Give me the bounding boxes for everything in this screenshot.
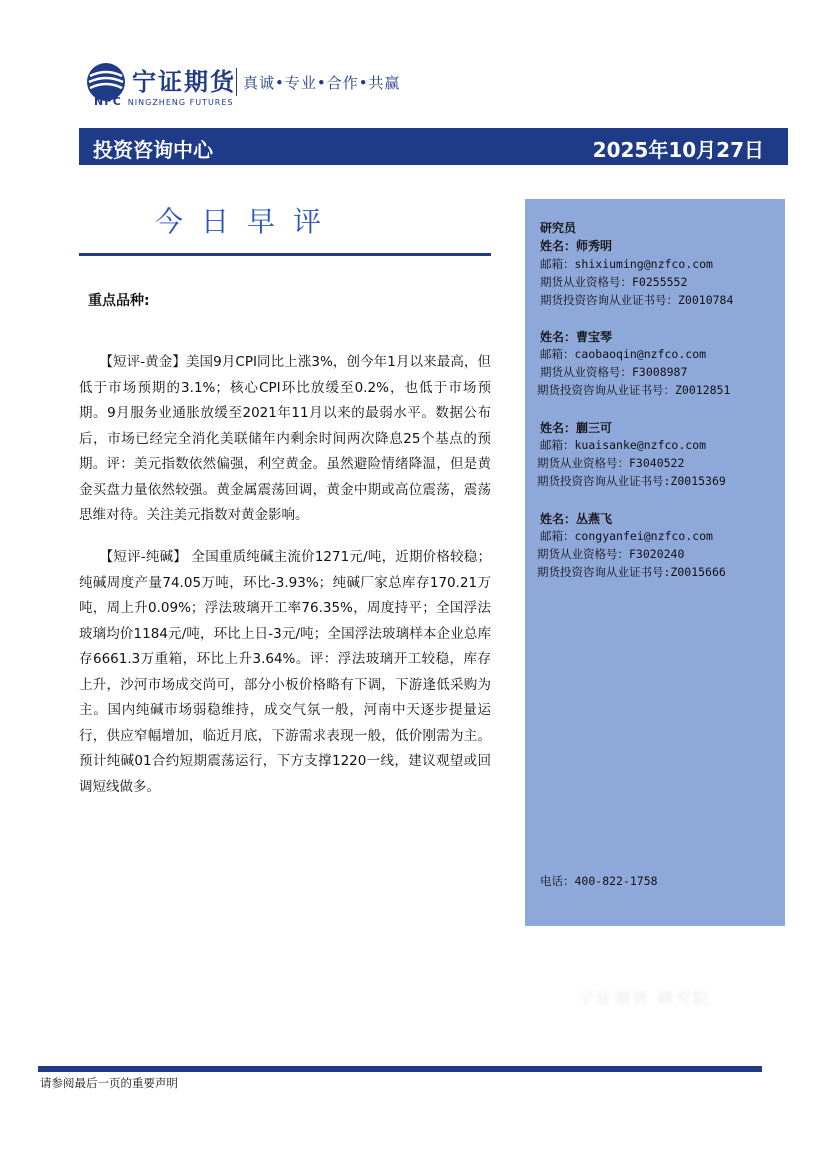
- analyst-advisory-cert: 期货投资咨询从业证书号:Z0015666: [537, 565, 726, 579]
- panel-heading: 研究员: [540, 221, 577, 235]
- footer-disclaimer: 请参阅最后一页的重要声明: [40, 1076, 178, 1090]
- analyst-advisory-cert: 期货投资咨询从业证书号:Z0015369: [537, 474, 726, 488]
- logo-abbr: NFC: [94, 95, 122, 108]
- analyst-license: 期货从业资格号：F3040522: [537, 456, 685, 470]
- analyst-license: 期货从业资格号：F3020240: [537, 547, 685, 561]
- report-date: 2025年10月27日: [592, 138, 764, 162]
- paragraph-tag: 【短评-黄金】: [106, 354, 186, 370]
- logo-english-name: [94, 95, 234, 108]
- gold-commentary: [79, 350, 491, 529]
- analyst-name: 姓名：师秀明: [540, 239, 613, 253]
- analyst-email: 邮箱：kuaisanke@nzfco.com: [540, 438, 707, 452]
- header-banner: [79, 128, 788, 165]
- page-title: 今日早评: [155, 205, 340, 238]
- analyst-advisory-cert: 期货投资咨询从业证书号：Z0010784: [540, 293, 734, 307]
- logo-chinese-name: 宁证期货: [132, 67, 236, 96]
- contact-phone: 电话：400-822-1758: [540, 874, 658, 888]
- analyst-license: 期货从业资格号：F0255552: [540, 275, 688, 289]
- section-heading: 重点品种:: [88, 293, 150, 309]
- analyst-email: 邮箱：caobaoqin@nzfco.com: [540, 347, 707, 361]
- analyst-panel: [525, 199, 785, 926]
- analyst-advisory-cert: 期货投资咨询从业证书号：Z0012851: [537, 383, 731, 397]
- analyst-license: 期货从业资格号：F3008987: [540, 365, 688, 379]
- paragraph-text: 美国9月CPI同比上涨3%，创今年1月以来最高，但低于市场预期的3.1%；核心CPI环比放缓至0.2%，也低于市场预期。9月服务业通胀放缓至2021年11月以来的最弱水平。数据公布后，市场已经完全消化美联储年内剩余时间两次降息25个基点的预期。评：美元指数依然偏强，利空黄金。虽然避险情绪降温，但是黄金买盘力量依然较强。黄金属震荡回调，黄金中期或高位震荡，震荡思维对待。关注美元指数对黄金影响。: [79, 354, 491, 523]
- analyst-email: 邮箱：congyanfei@nzfco.com: [540, 529, 713, 543]
- soda-ash-commentary: [79, 545, 491, 800]
- watermark: 宁证期货 研究院: [578, 989, 712, 1008]
- department-name: 投资咨询中心: [93, 138, 213, 162]
- paragraph-tag: 【短评-纯碱】: [106, 549, 187, 565]
- analyst-name: 姓名：丛燕飞: [540, 512, 613, 526]
- logo-full-english: NINGZHENG FUTURES: [127, 98, 234, 107]
- analyst-name: 姓名：蒯三可: [540, 421, 613, 435]
- analyst-name: 姓名：曹宝琴: [540, 330, 613, 344]
- paragraph-text: 全国重质纯碱主流价1271元/吨，近期价格较稳；纯碱周度产量74.05万吨，环比-3.93%；纯碱厂家总库存170.21万吨，周上升0.09%；浮法玻璃开工率76.35%，周度持平；全国浮法玻璃均价1184元/吨，环比上日-3元/吨；全国浮法玻璃样本企业总库存6661.3万重箱，环比上升3.64%。评：浮法玻璃开工较稳，库存上升，沙河市场成交尚可，部分小板价格略有下调，下游逢低采购为主。国内纯碱市场弱稳维持，成交气氛一般，河南中天逐步提量运行，供应窄幅增加，临近月底，下游需求表现一般，低价刚需为主。预计纯碱01合约短期震荡运行，下方支撑1220一线，建议观望或回调短线做多。: [79, 549, 492, 795]
- footer-rule: [38, 1066, 762, 1072]
- logo-divider: [236, 68, 237, 96]
- analyst-email: 邮箱：shixiuming@nzfco.com: [540, 257, 713, 271]
- title-underline: [79, 253, 491, 256]
- slogan: 真诚•专业•合作•共赢: [243, 74, 401, 92]
